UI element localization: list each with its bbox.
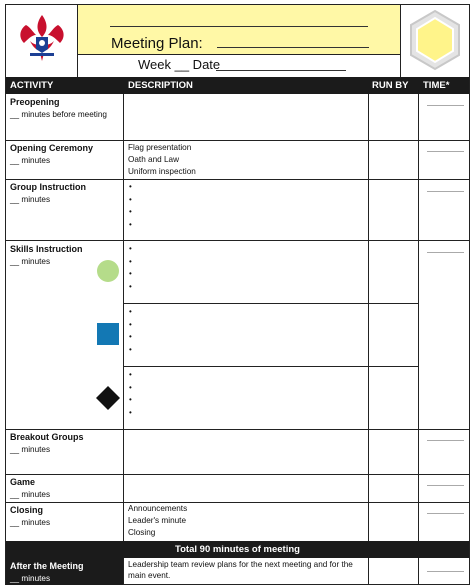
meeting-plan-sheet xyxy=(5,4,470,585)
bullet: • xyxy=(129,281,132,291)
bullet: • xyxy=(129,344,132,354)
column-header-bar xyxy=(6,77,469,94)
game-name: Game xyxy=(10,477,36,487)
closing-description xyxy=(128,503,187,539)
col-run-by: RUN BY xyxy=(372,80,409,91)
row-divider xyxy=(6,140,469,141)
after-description: Leadership team review plans for the next meeting and for the main event. xyxy=(128,560,353,580)
total-bar: Total 90 minutes of meeting xyxy=(6,541,469,558)
grid-line xyxy=(123,558,124,585)
closing-minutes: __ minutes xyxy=(10,518,51,527)
time-blank-line[interactable] xyxy=(427,513,464,514)
col-time: TIME* xyxy=(423,80,450,91)
after-minutes: __ minutes xyxy=(10,574,51,583)
opening-name: Opening Ceremony xyxy=(10,143,94,153)
col-description: DESCRIPTION xyxy=(128,80,193,91)
week-date-label: Week __ Date xyxy=(138,57,221,72)
week-date-row xyxy=(78,55,401,77)
group-name: Group Instruction xyxy=(10,182,86,192)
preopening-minutes: __ minutes before meeting xyxy=(10,110,107,119)
group-minutes: __ minutes xyxy=(10,195,51,204)
bsa-emblem-logo xyxy=(6,5,78,77)
after-name: After the Meeting xyxy=(10,561,84,571)
row-divider xyxy=(123,303,419,304)
time-blank-line[interactable] xyxy=(427,571,464,572)
bullet: • xyxy=(129,307,132,316)
bullet: • xyxy=(129,182,132,191)
breakout-name: Breakout Groups xyxy=(10,432,84,442)
bullet: • xyxy=(129,319,132,329)
row-divider xyxy=(6,179,469,180)
top-blank-line[interactable] xyxy=(110,26,368,27)
row-divider xyxy=(123,366,419,367)
desc-line: Flag presentation xyxy=(128,143,192,152)
time-blank-line[interactable] xyxy=(427,105,464,106)
time-blank-line[interactable] xyxy=(427,485,464,486)
opening-description xyxy=(128,142,196,178)
hexagon-box xyxy=(401,5,469,77)
desc-line: Leader's minute xyxy=(128,516,187,525)
bullet: • xyxy=(129,207,132,216)
skills-bullets-2 xyxy=(129,306,132,356)
green-circle-icon xyxy=(96,259,120,283)
preopening-name: Preopening xyxy=(10,97,60,107)
logo-box xyxy=(6,5,78,77)
bullet: • xyxy=(129,194,132,204)
bullet: • xyxy=(129,332,132,341)
bullet: • xyxy=(129,256,132,266)
bullet: • xyxy=(129,395,132,404)
desc-line: Announcements xyxy=(128,504,188,513)
after-meeting-cell xyxy=(6,558,123,585)
time-blank-line[interactable] xyxy=(427,252,464,253)
black-diamond-icon xyxy=(96,386,120,410)
bullet: • xyxy=(129,269,132,278)
bullet: • xyxy=(129,407,132,417)
skills-minutes: __ minutes xyxy=(10,257,51,266)
desc-line: Uniform inspection xyxy=(128,167,196,176)
desc-line: Oath and Law xyxy=(128,155,179,164)
header xyxy=(6,5,469,77)
blue-square-icon xyxy=(97,323,119,345)
game-minutes: __ minutes xyxy=(10,490,51,499)
skills-name: Skills Instruction xyxy=(10,244,83,254)
opening-minutes: __ minutes xyxy=(10,156,51,165)
row-divider xyxy=(6,240,469,241)
time-blank-line[interactable] xyxy=(427,440,464,441)
page-title: Meeting Plan: xyxy=(111,35,203,52)
date-blank-line[interactable] xyxy=(216,70,346,71)
grid-line xyxy=(368,558,369,585)
closing-name: Closing xyxy=(10,505,43,515)
time-blank-line[interactable] xyxy=(427,191,464,192)
row-divider xyxy=(6,474,469,475)
skills-bullets-1 xyxy=(129,243,132,293)
col-activity: ACTIVITY xyxy=(10,80,54,91)
bullet: • xyxy=(129,244,132,253)
grid-line xyxy=(418,558,419,585)
title-blank-line[interactable] xyxy=(217,47,369,48)
breakout-minutes: __ minutes xyxy=(10,445,51,454)
row-divider xyxy=(6,429,469,430)
hexagon-icon xyxy=(401,5,469,77)
group-bullets xyxy=(129,181,132,231)
bullet: • xyxy=(129,219,132,229)
time-blank-line[interactable] xyxy=(427,151,464,152)
bullet: • xyxy=(129,370,132,379)
desc-line: Closing xyxy=(128,528,156,537)
title-area xyxy=(78,5,401,55)
row-divider xyxy=(6,502,469,503)
bullet: • xyxy=(129,382,132,392)
skills-bullets-3 xyxy=(129,369,132,419)
